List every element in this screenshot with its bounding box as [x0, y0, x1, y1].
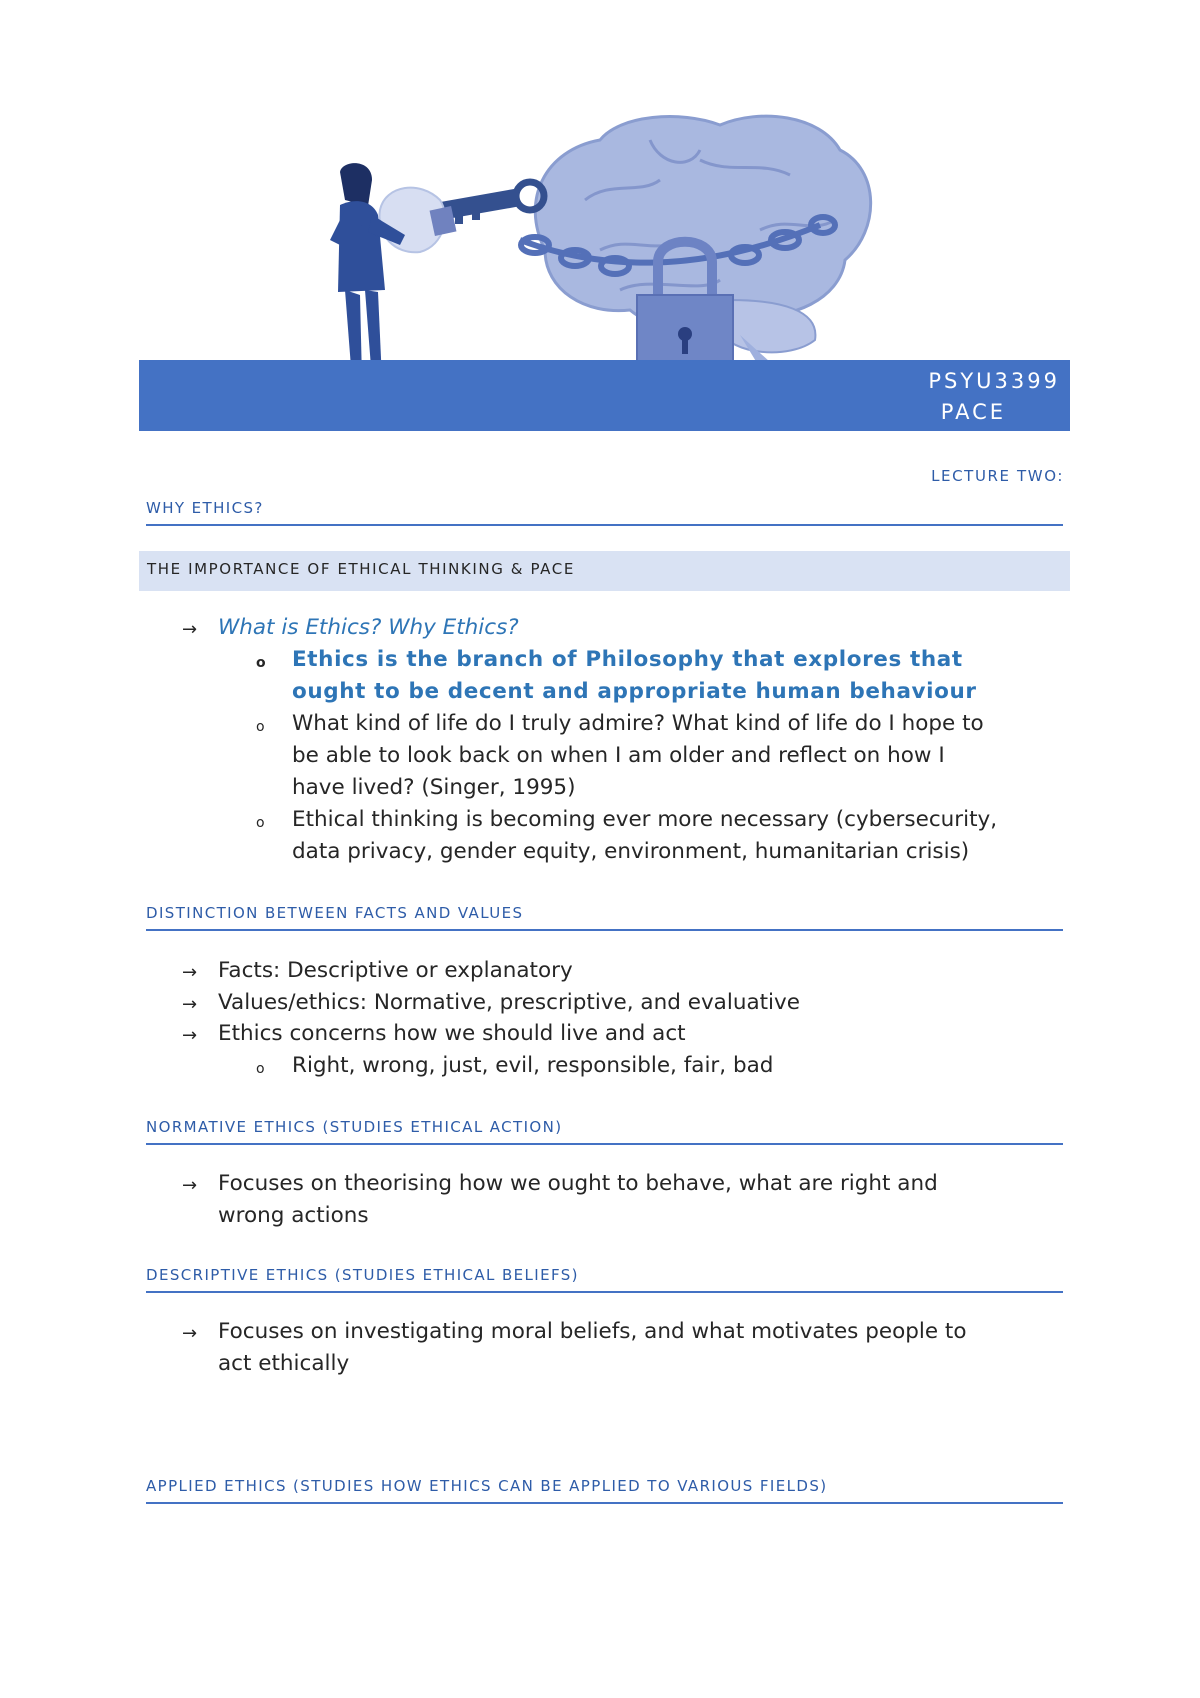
admire-line2: be able to look back on when I am older and reflect on how I — [292, 743, 945, 768]
section-heading-descriptive: DESCRIPTIVE ETHICS (STUDIES ETHICAL BELIEFS) — [146, 1265, 1063, 1293]
values-item: Values/ethics: Normative, prescriptive, and evaluative — [218, 990, 800, 1015]
question-what-is-ethics: What is Ethics? Why Ethics? — [218, 615, 519, 640]
descriptive-line2: act ethically — [218, 1351, 350, 1376]
arrow-bullet: → — [182, 1025, 198, 1046]
normative-line1: Focuses on theorising how we ought to behave, what are right and — [218, 1171, 938, 1196]
thinking-line2: data privacy, gender equity, environment, humanitarian crisis) — [292, 839, 970, 864]
arrow-bullet: → — [182, 619, 198, 640]
lecture-label: LECTURE TWO: — [931, 467, 1064, 485]
section-heading-why-ethics: WHY ETHICS? — [146, 498, 1063, 526]
circle-bullet: o — [256, 655, 266, 671]
subheading-importance: THE IMPORTANCE OF ETHICAL THINKING & PACE — [139, 551, 1070, 591]
facts-item: Facts: Descriptive or explanatory — [218, 958, 573, 983]
section-heading-facts-values: DISTINCTION BETWEEN FACTS AND VALUES — [146, 903, 1063, 931]
section-heading-applied: APPLIED ETHICS (STUDIES HOW ETHICS CAN BE APPLIED TO VARIOUS FIELDS) — [146, 1476, 1063, 1504]
course-code: PSYU3399 — [928, 369, 1060, 393]
admire-line3: have lived? (Singer, 1995) — [292, 775, 576, 800]
lightbulb-icon — [379, 188, 456, 253]
ethics-concerns-item: Ethics concerns how we should live and act — [218, 1021, 686, 1046]
ethics-definition-line2: ought to be decent and appropriate human behaviour — [292, 679, 977, 704]
ethics-terms-item: Right, wrong, just, evil, responsible, fair, bad — [292, 1053, 774, 1078]
circle-bullet: o — [256, 719, 265, 735]
admire-line1: What kind of life do I truly admire? What kind of life do I hope to — [292, 711, 984, 736]
circle-bullet: o — [256, 1061, 265, 1077]
arrow-bullet: → — [182, 994, 198, 1015]
normative-line2: wrong actions — [218, 1203, 369, 1228]
ethics-definition-line1: Ethics is the branch of Philosophy that explores that — [292, 647, 963, 672]
descriptive-line1: Focuses on investigating moral beliefs, and what motivates people to — [218, 1319, 967, 1344]
section-heading-normative: NORMATIVE ETHICS (STUDIES ETHICAL ACTION) — [146, 1117, 1063, 1145]
arrow-bullet: → — [182, 962, 198, 983]
thinking-line1: Ethical thinking is becoming ever more necessary (cybersecurity, — [292, 807, 998, 832]
arrow-bullet: → — [182, 1175, 198, 1196]
course-banner — [139, 360, 1070, 431]
circle-bullet: o — [256, 815, 265, 831]
arrow-bullet: → — [182, 1323, 198, 1344]
course-subtitle: PACE — [940, 400, 1006, 424]
